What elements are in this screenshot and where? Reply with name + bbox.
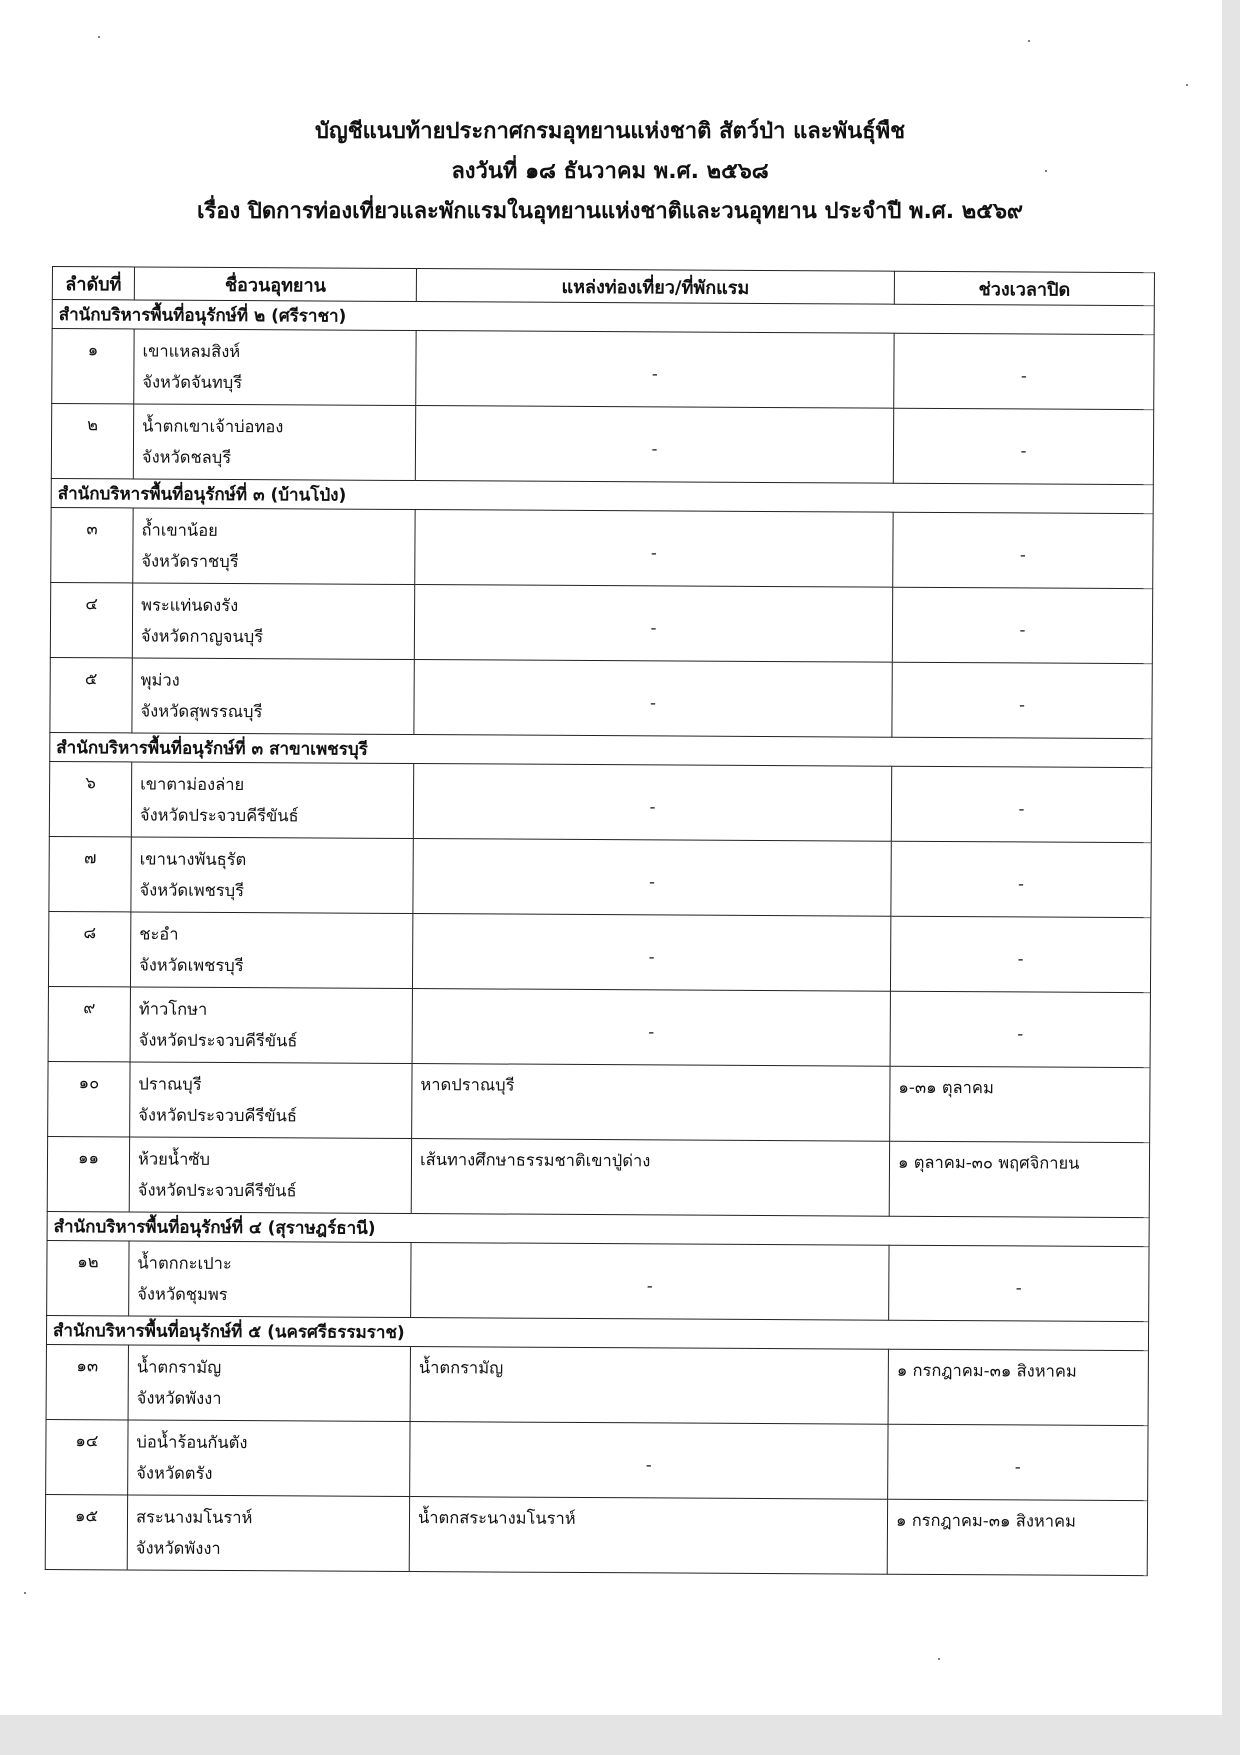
attraction-cell: -: [413, 839, 891, 917]
attraction-cell: -: [412, 914, 890, 992]
row-number: ๑๓: [46, 1344, 128, 1419]
table-row: [48, 986, 1150, 1067]
table-row: [47, 1136, 1149, 1217]
row-number: ๗: [49, 836, 131, 911]
attraction-cell: -: [414, 660, 892, 738]
column-header-attraction: แหล่งท่องเที่ยว/ที่พักแรม: [416, 269, 894, 305]
row-number: ๑๔: [46, 1419, 128, 1494]
closing-period-cell: -: [892, 662, 1152, 738]
table-body: [45, 300, 1154, 1576]
table-row: [51, 404, 1153, 485]
park-cell: [133, 508, 415, 585]
closing-period-cell: -: [891, 766, 1151, 842]
table-row: [48, 911, 1150, 992]
section-title: สำนักบริหารพื้นที่อนุรักษ์ที่ ๓ (บ้านโป่ง): [51, 478, 1153, 513]
park-cell: [130, 987, 412, 1064]
park-cell: [130, 912, 412, 989]
attraction-cell: -: [410, 1422, 888, 1500]
park-province: จังหวัดประจวบคีรีขันธ์: [137, 1180, 297, 1201]
table-row: [50, 582, 1152, 663]
closing-period-cell: -: [890, 991, 1150, 1067]
scan-speck: [1045, 170, 1047, 172]
park-province: จังหวัดสุพรรณบุรี: [140, 701, 263, 722]
attraction-cell: น้ำตกรามัญ: [410, 1347, 888, 1425]
row-number: ๑๑: [47, 1136, 129, 1211]
table-row: [46, 1419, 1148, 1500]
attraction-cell: -: [415, 510, 893, 588]
row-number: ๑๐: [48, 1061, 130, 1136]
park-name: บ่อน้ำร้อนกันตัง: [136, 1432, 248, 1453]
table-row: [49, 761, 1151, 842]
column-header-no: ลำดับที่: [52, 267, 134, 300]
park-province: จังหวัดชุมพร: [137, 1284, 228, 1304]
row-number: ๑๒: [47, 1240, 129, 1315]
park-cell: [133, 404, 415, 481]
park-name: เขาแหลมสิงห์: [142, 341, 241, 362]
park-name: ชะอำ: [139, 924, 179, 944]
closing-period-cell: -: [892, 587, 1152, 663]
section-title: สำนักบริหารพื้นที่อนุรักษ์ที่ ๕ (นครศรีธรรมราช): [46, 1315, 1148, 1350]
park-province: จังหวัดเพชรบุรี: [139, 955, 244, 976]
row-number: ๓: [51, 507, 133, 582]
scan-speck: [1186, 84, 1188, 86]
park-name: เขาตาม่องล่าย: [140, 774, 245, 795]
scan-speck: [24, 1592, 26, 1594]
section-title: สำนักบริหารพื้นที่อนุรักษ์ที่ ๒ (ศรีราชา): [52, 300, 1154, 335]
park-cell: [127, 1495, 409, 1572]
park-cell: [132, 658, 414, 735]
row-number: ๕: [50, 657, 132, 732]
park-province: จังหวัดประจวบคีรีขันธ์: [138, 1105, 298, 1126]
table-row: [49, 836, 1151, 917]
section-title: สำนักบริหารพื้นที่อนุรักษ์ที่ ๔ (สุราษฎร์ธานี): [47, 1211, 1149, 1246]
park-province: จังหวัดกาญจนบุรี: [140, 626, 264, 647]
closing-period-cell: ๑-๓๑ ตุลาคม: [890, 1066, 1150, 1142]
park-cell: [130, 1062, 412, 1139]
park-name: พระแท่นดงรัง: [141, 595, 239, 616]
park-cell: [132, 583, 414, 660]
scan-speck: [938, 1658, 940, 1660]
section-title: สำนักบริหารพื้นที่อนุรักษ์ที่ ๓ สาขาเพชรบุรี: [50, 732, 1152, 767]
park-province: จังหวัดจันทบุรี: [142, 372, 243, 393]
table-row: [47, 1240, 1149, 1321]
column-header-period: ช่วงเวลาปิด: [894, 271, 1154, 305]
park-name: เขานางพันธุรัต: [139, 849, 247, 870]
park-name: ห้วยน้ำซับ: [137, 1149, 211, 1169]
park-province: จังหวัดราชบุรี: [141, 551, 239, 572]
closure-table: [45, 266, 1155, 1576]
table-row: [46, 1344, 1148, 1425]
attraction-cell: -: [415, 406, 893, 484]
closing-period-cell: ๑ กรกฎาคม-๓๑ สิงหาคม: [887, 1499, 1147, 1575]
park-province: จังหวัดพังงา: [135, 1538, 221, 1558]
park-name: พุม่วง: [140, 670, 180, 690]
park-province: จังหวัดพังงา: [136, 1388, 222, 1408]
row-number: ๑๕: [45, 1494, 127, 1569]
park-cell: [134, 329, 416, 406]
park-province: จังหวัดชลบุรี: [141, 447, 232, 468]
park-province: จังหวัดตรัง: [136, 1463, 213, 1483]
row-number: ๖: [49, 761, 131, 836]
scan-speck: [98, 36, 100, 38]
row-number: ๔: [50, 582, 132, 657]
attraction-cell: -: [412, 989, 890, 1067]
table-row: [45, 1494, 1147, 1575]
park-name: ปราณบุรี: [138, 1074, 202, 1094]
row-number: ๑: [52, 329, 134, 404]
park-cell: [131, 837, 413, 914]
park-name: น้ำตกเขาเจ้าบ่อทอง: [142, 416, 284, 437]
closure-table-wrapper: [45, 266, 1155, 1576]
row-number: ๘: [48, 911, 130, 986]
table-row: [48, 1061, 1150, 1142]
closing-period-cell: -: [890, 916, 1150, 992]
closing-period-cell: -: [891, 841, 1151, 917]
scan-speck: [1028, 40, 1030, 42]
attraction-cell: น้ำตกสระนางมโนราห์: [409, 1497, 887, 1575]
row-number: ๙: [48, 986, 130, 1061]
closing-period-cell: -: [893, 512, 1153, 588]
header-title: บัญชีแนบท้ายประกาศกรมอุทยานแห่งชาติ สัตว์ป่า และพันธุ์พืช: [314, 119, 906, 144]
park-province: จังหวัดเพชรบุรี: [139, 880, 245, 901]
closing-period-cell: -: [894, 333, 1154, 409]
attraction-cell: -: [416, 331, 894, 409]
closing-period-cell: -: [893, 408, 1153, 484]
park-cell: [129, 1241, 411, 1318]
park-name: ท้าวโกษา: [138, 999, 208, 1019]
park-province: จังหวัดประจวบคีรีขันธ์: [138, 1030, 298, 1051]
table-row: [51, 507, 1153, 588]
attraction-cell: หาดปราณบุรี: [412, 1064, 890, 1142]
table-row: [50, 657, 1152, 738]
park-cell: [131, 762, 413, 839]
closing-period-cell: ๑ กรกฎาคม-๓๑ สิงหาคม: [888, 1349, 1148, 1425]
column-header-name: ชื่อวนอุทยาน: [134, 267, 416, 302]
park-name: น้ำตกกะเปาะ: [137, 1253, 232, 1274]
attraction-cell: -: [413, 764, 891, 842]
park-name: ถ้ำเขาน้อย: [141, 520, 218, 540]
attraction-cell: -: [414, 585, 892, 663]
attraction-cell: -: [411, 1243, 889, 1321]
row-number: ๒: [51, 404, 133, 479]
closing-period-cell: -: [888, 1424, 1148, 1500]
header-subject: เรื่อง ปิดการท่องเที่ยวและพักแรมในอุทยานแห่งชาติและวนอุทยาน ประจำปี พ.ศ. ๒๕๖๙: [196, 199, 1024, 224]
park-name: น้ำตกรามัญ: [136, 1357, 222, 1377]
park-province: จังหวัดประจวบคีรีขันธ์: [139, 805, 299, 826]
document-header: [60, 112, 1160, 232]
park-cell: [128, 1420, 410, 1497]
table-row: [52, 329, 1154, 410]
park-cell: [129, 1137, 411, 1214]
attraction-cell: เส้นทางศึกษาธรรมชาติเขาปู่ด่าง: [411, 1139, 889, 1217]
closing-period-cell: ๑ ตุลาคม-๓๐ พฤศจิกายน: [889, 1141, 1149, 1217]
closing-period-cell: -: [889, 1245, 1149, 1321]
park-cell: [128, 1345, 410, 1422]
header-date: ลงวันที่ ๑๘ ธันวาคม พ.ศ. ๒๕๖๘: [451, 159, 769, 184]
park-name: สระนางมโนราห์: [135, 1507, 253, 1528]
